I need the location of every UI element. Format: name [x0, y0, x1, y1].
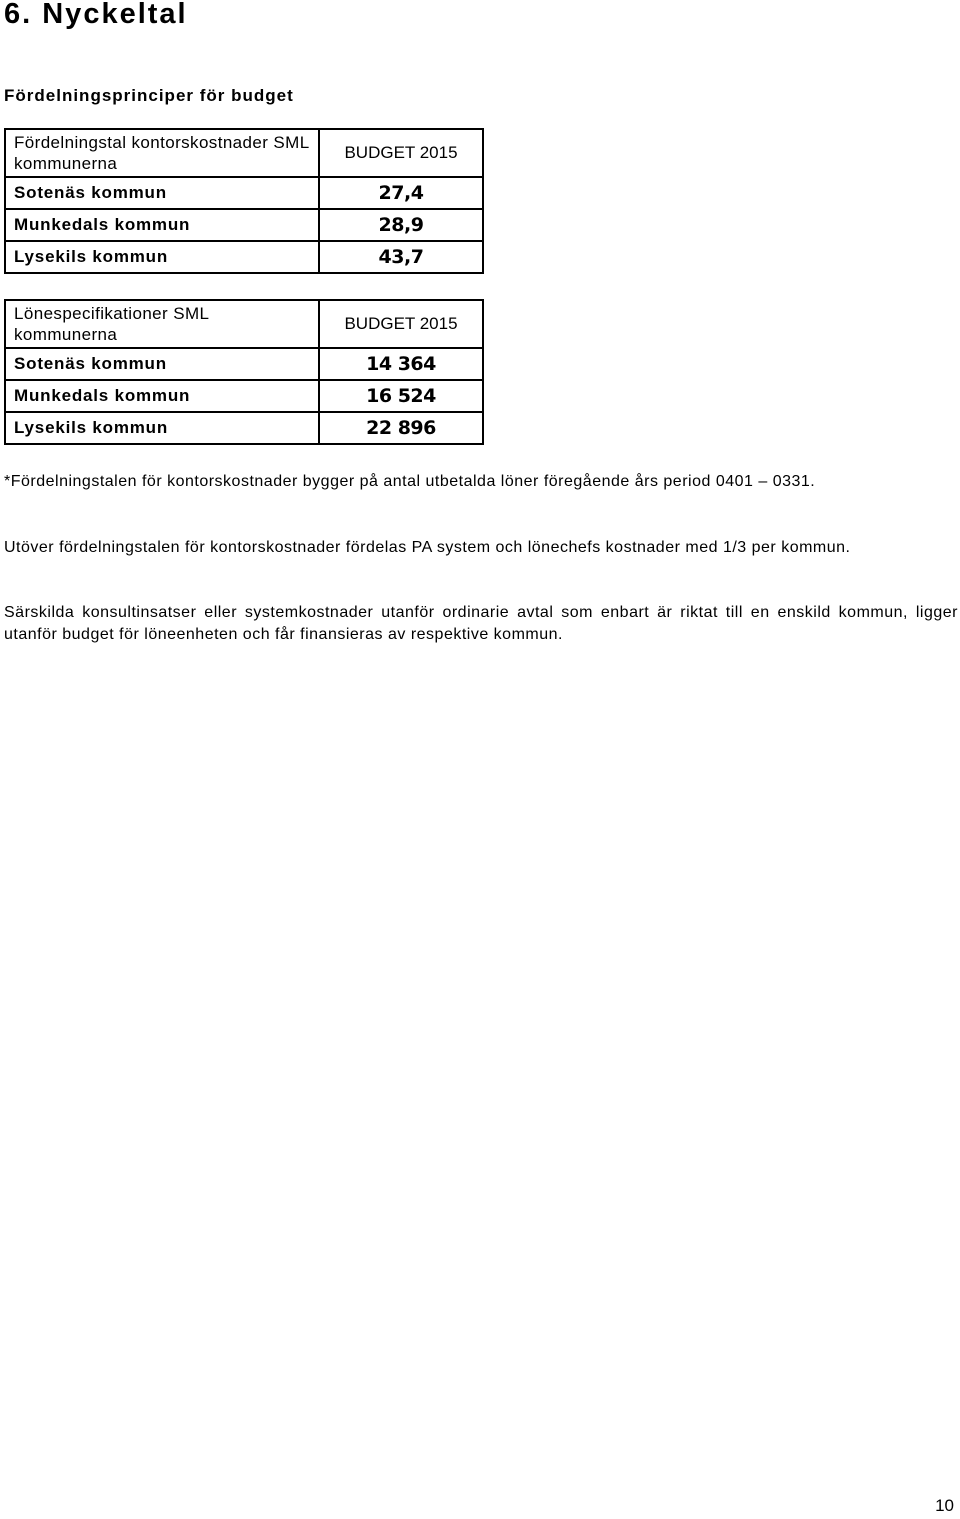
municipality-name: Sotenäs kommun — [5, 348, 319, 380]
distribution-value: 43,7 — [319, 241, 483, 273]
table-header-row — [5, 300, 483, 348]
table-row — [5, 380, 483, 412]
footnote: *Fördelningstalen för kontorskostnader bygger på antal utbetalda löner föregående års period 0401 – 0331. — [4, 473, 816, 490]
table-header-label: Lönespecifikationer SML kommunerna — [5, 300, 319, 348]
municipality-name: Sotenäs kommun — [5, 177, 319, 209]
table-row — [5, 209, 483, 241]
payslip-table — [4, 299, 484, 445]
municipality-name: Munkedals kommun — [5, 209, 319, 241]
table-column-header: BUDGET 2015 — [319, 300, 483, 348]
payslip-count: 16 524 — [319, 380, 483, 412]
office-cost-distribution-table — [4, 128, 484, 274]
table-column-header: BUDGET 2015 — [319, 129, 483, 177]
municipality-name: Lysekils kommun — [5, 241, 319, 273]
payslip-count: 14 364 — [319, 348, 483, 380]
body-paragraph: Särskilda konsultinsatser eller systemkostnader utanför ordinarie avtal som enbart är riktat till en enskild kommun, ligger utanför budget för löneenheten och får finansieras av respektive kommun. — [4, 604, 958, 643]
payslip-count: 22 896 — [319, 412, 483, 444]
page-heading: 6. Nyckeltal — [4, 0, 188, 30]
section-subheading: Fördelningsprinciper för budget — [4, 86, 294, 105]
body-paragraph: Utöver fördelningstalen för kontorskostnader fördelas PA system och lönechefs kostnader med 1/3 per kommun. — [4, 539, 851, 556]
municipality-name: Munkedals kommun — [5, 380, 319, 412]
table-row — [5, 348, 483, 380]
distribution-value: 27,4 — [319, 177, 483, 209]
table-row — [5, 241, 483, 273]
table-header-label: Fördelningstal kontorskostnader SML kommunerna — [5, 129, 319, 177]
distribution-value: 28,9 — [319, 209, 483, 241]
municipality-name: Lysekils kommun — [5, 412, 319, 444]
table-row — [5, 177, 483, 209]
table-row — [5, 412, 483, 444]
page-number: 10 — [935, 1496, 954, 1515]
table-header-row — [5, 129, 483, 177]
